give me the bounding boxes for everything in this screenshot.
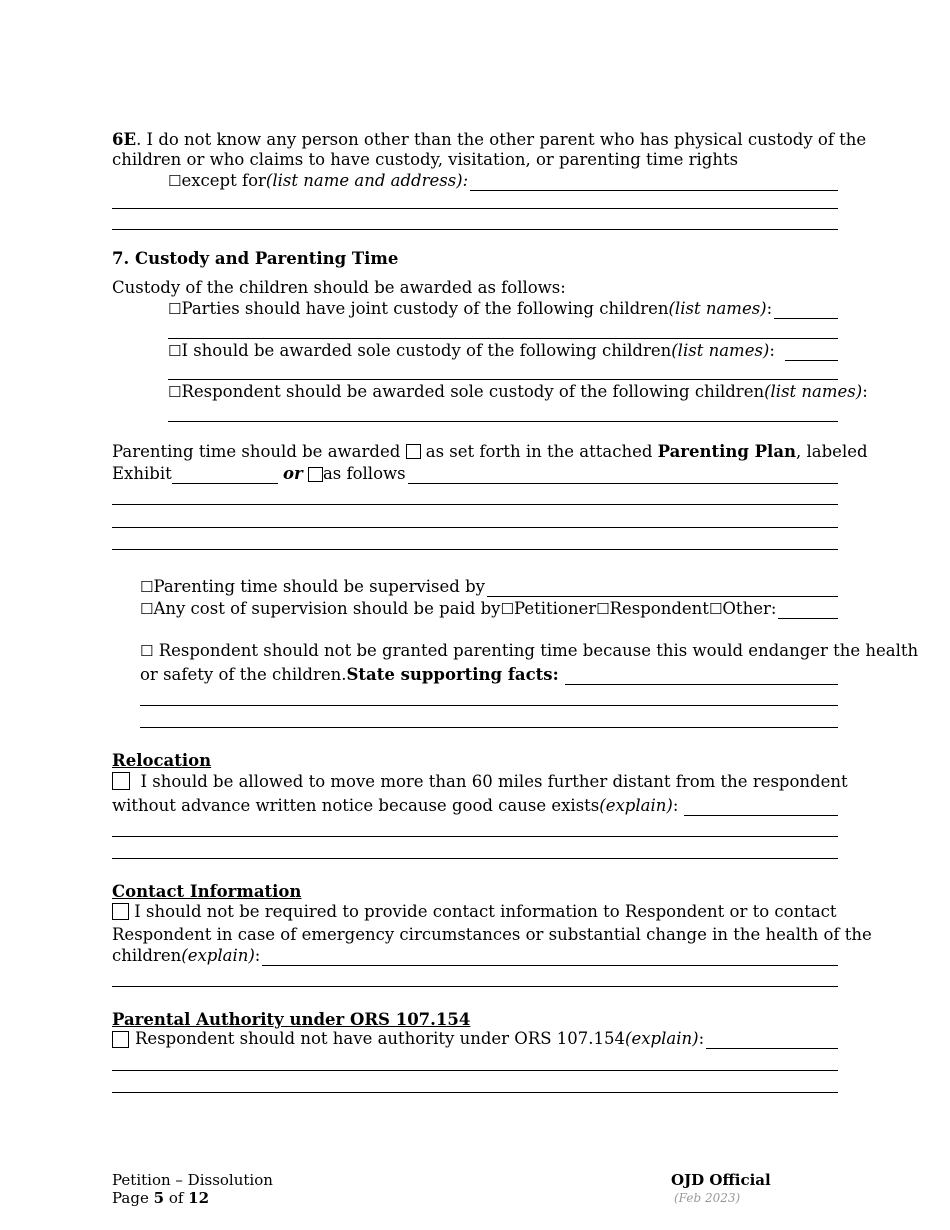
as-follows-line-4[interactable] (112, 549, 838, 550)
authority-line-3[interactable] (112, 1092, 838, 1093)
supporting-facts-line-3[interactable] (140, 727, 838, 728)
parenting-time-line1: Parenting time should be awarded as set forth in the attached Parenting Plan, labeled (112, 442, 868, 461)
supervision-cost-checkbox[interactable]: ☐ (140, 600, 154, 618)
except-for-row: ☐ except for (list name and address): (168, 171, 838, 191)
except-for-checkbox[interactable]: ☐ (168, 172, 182, 190)
joint-custody-checkbox[interactable]: ☐ (168, 300, 182, 318)
contact-line2: Respondent in case of emergency circumstances or substantial change in the health of the (112, 925, 872, 944)
except-for-line-3[interactable] (112, 229, 838, 230)
parenting-plan-checkbox[interactable] (406, 444, 421, 459)
as-follows-line-2[interactable] (112, 504, 838, 505)
authority-heading: Parental Authority under ORS 107.154 (112, 1010, 471, 1029)
respondent-custody-row: ☐ Respondent should be awarded sole custody of the following children (list names) : (168, 382, 868, 401)
sole-custody-row: ☐ I should be awarded sole custody of the following children (list names) : (168, 341, 838, 361)
relocation-explain-field[interactable] (684, 800, 838, 816)
supervised-checkbox[interactable]: ☐ (140, 578, 154, 596)
as-follows-line-3[interactable] (112, 527, 838, 528)
sole-custody-line-2[interactable] (168, 379, 838, 380)
joint-custody-line-2[interactable] (168, 338, 838, 339)
footer-official-label: OJD Official (671, 1171, 771, 1189)
footer-page-number: Page 5 of 12 (112, 1189, 210, 1207)
contact-line3: children (explain) : (112, 946, 838, 966)
authority-line1: Respondent should not have authority under ORS 107.154 (explain) : (112, 1029, 838, 1049)
section-6e-line2: children or who claims to have custody, visitation, or parenting time rights (112, 150, 739, 169)
joint-custody-row: ☐ Parties should have joint custody of the following children (list names) : (168, 299, 838, 319)
petitioner-checkbox[interactable]: ☐ (500, 600, 514, 618)
relocation-line1: I should be allowed to move more than 60 miles further distant from the respondent (112, 772, 848, 792)
supporting-facts-field[interactable] (565, 669, 838, 685)
relocation-line2: without advance written notice because good cause exists (explain) : (112, 796, 838, 816)
custody-intro: Custody of the children should be awarded as follows: (112, 278, 566, 297)
supervision-cost-row: ☐ Any cost of supervision should be paid by ☐ Petitioner ☐ Respondent ☐ Other: (140, 599, 838, 619)
exhibit-field[interactable] (172, 468, 278, 484)
except-for-line-2[interactable] (112, 208, 838, 209)
respondent-custody-checkbox[interactable]: ☐ (168, 383, 182, 401)
contact-line-4[interactable] (112, 986, 838, 987)
respondent-checkbox[interactable]: ☐ (596, 600, 610, 618)
contact-line1: I should not be required to provide contact information to Respondent or to contact (112, 902, 837, 922)
joint-custody-field[interactable] (774, 303, 838, 319)
authority-line-2[interactable] (112, 1070, 838, 1071)
endanger-checkbox[interactable]: ☐ (140, 642, 154, 660)
contact-explain-field[interactable] (262, 950, 838, 966)
sole-custody-checkbox[interactable]: ☐ (168, 342, 182, 360)
endanger-line1: ☐ Respondent should not be granted parenting time because this would endanger the health (140, 641, 919, 660)
respondent-custody-line-2[interactable] (168, 421, 838, 422)
footer-revision-date: (Feb 2023) (674, 1191, 741, 1205)
parenting-time-line2: Exhibit or as follows (112, 464, 838, 484)
authority-explain-field[interactable] (706, 1033, 838, 1049)
except-for-field[interactable] (470, 175, 838, 191)
supervised-row: ☐ Parenting time should be supervised by (140, 577, 838, 597)
footer-form-title: Petition – Dissolution (112, 1171, 273, 1189)
as-follows-field[interactable] (408, 468, 838, 484)
relocation-line-4[interactable] (112, 858, 838, 859)
contact-checkbox[interactable] (112, 903, 129, 920)
relocation-checkbox[interactable] (112, 772, 130, 790)
supervised-by-field[interactable] (487, 581, 838, 597)
authority-checkbox[interactable] (112, 1031, 129, 1048)
section-6e-line1: 6E. I do not know any person other than the other parent who has physical custody of the (112, 130, 867, 149)
relocation-heading: Relocation (112, 751, 212, 770)
other-checkbox[interactable]: ☐ (708, 600, 723, 618)
supporting-facts-line-2[interactable] (140, 705, 838, 706)
relocation-line-3[interactable] (112, 836, 838, 837)
section-7-heading: 7. Custody and Parenting Time (112, 249, 399, 268)
other-payer-field[interactable] (778, 603, 838, 619)
contact-heading: Contact Information (112, 882, 302, 901)
endanger-line2: or safety of the children. State supporting facts: (140, 665, 838, 685)
as-follows-checkbox[interactable] (308, 467, 323, 482)
sole-custody-field[interactable] (785, 345, 838, 361)
